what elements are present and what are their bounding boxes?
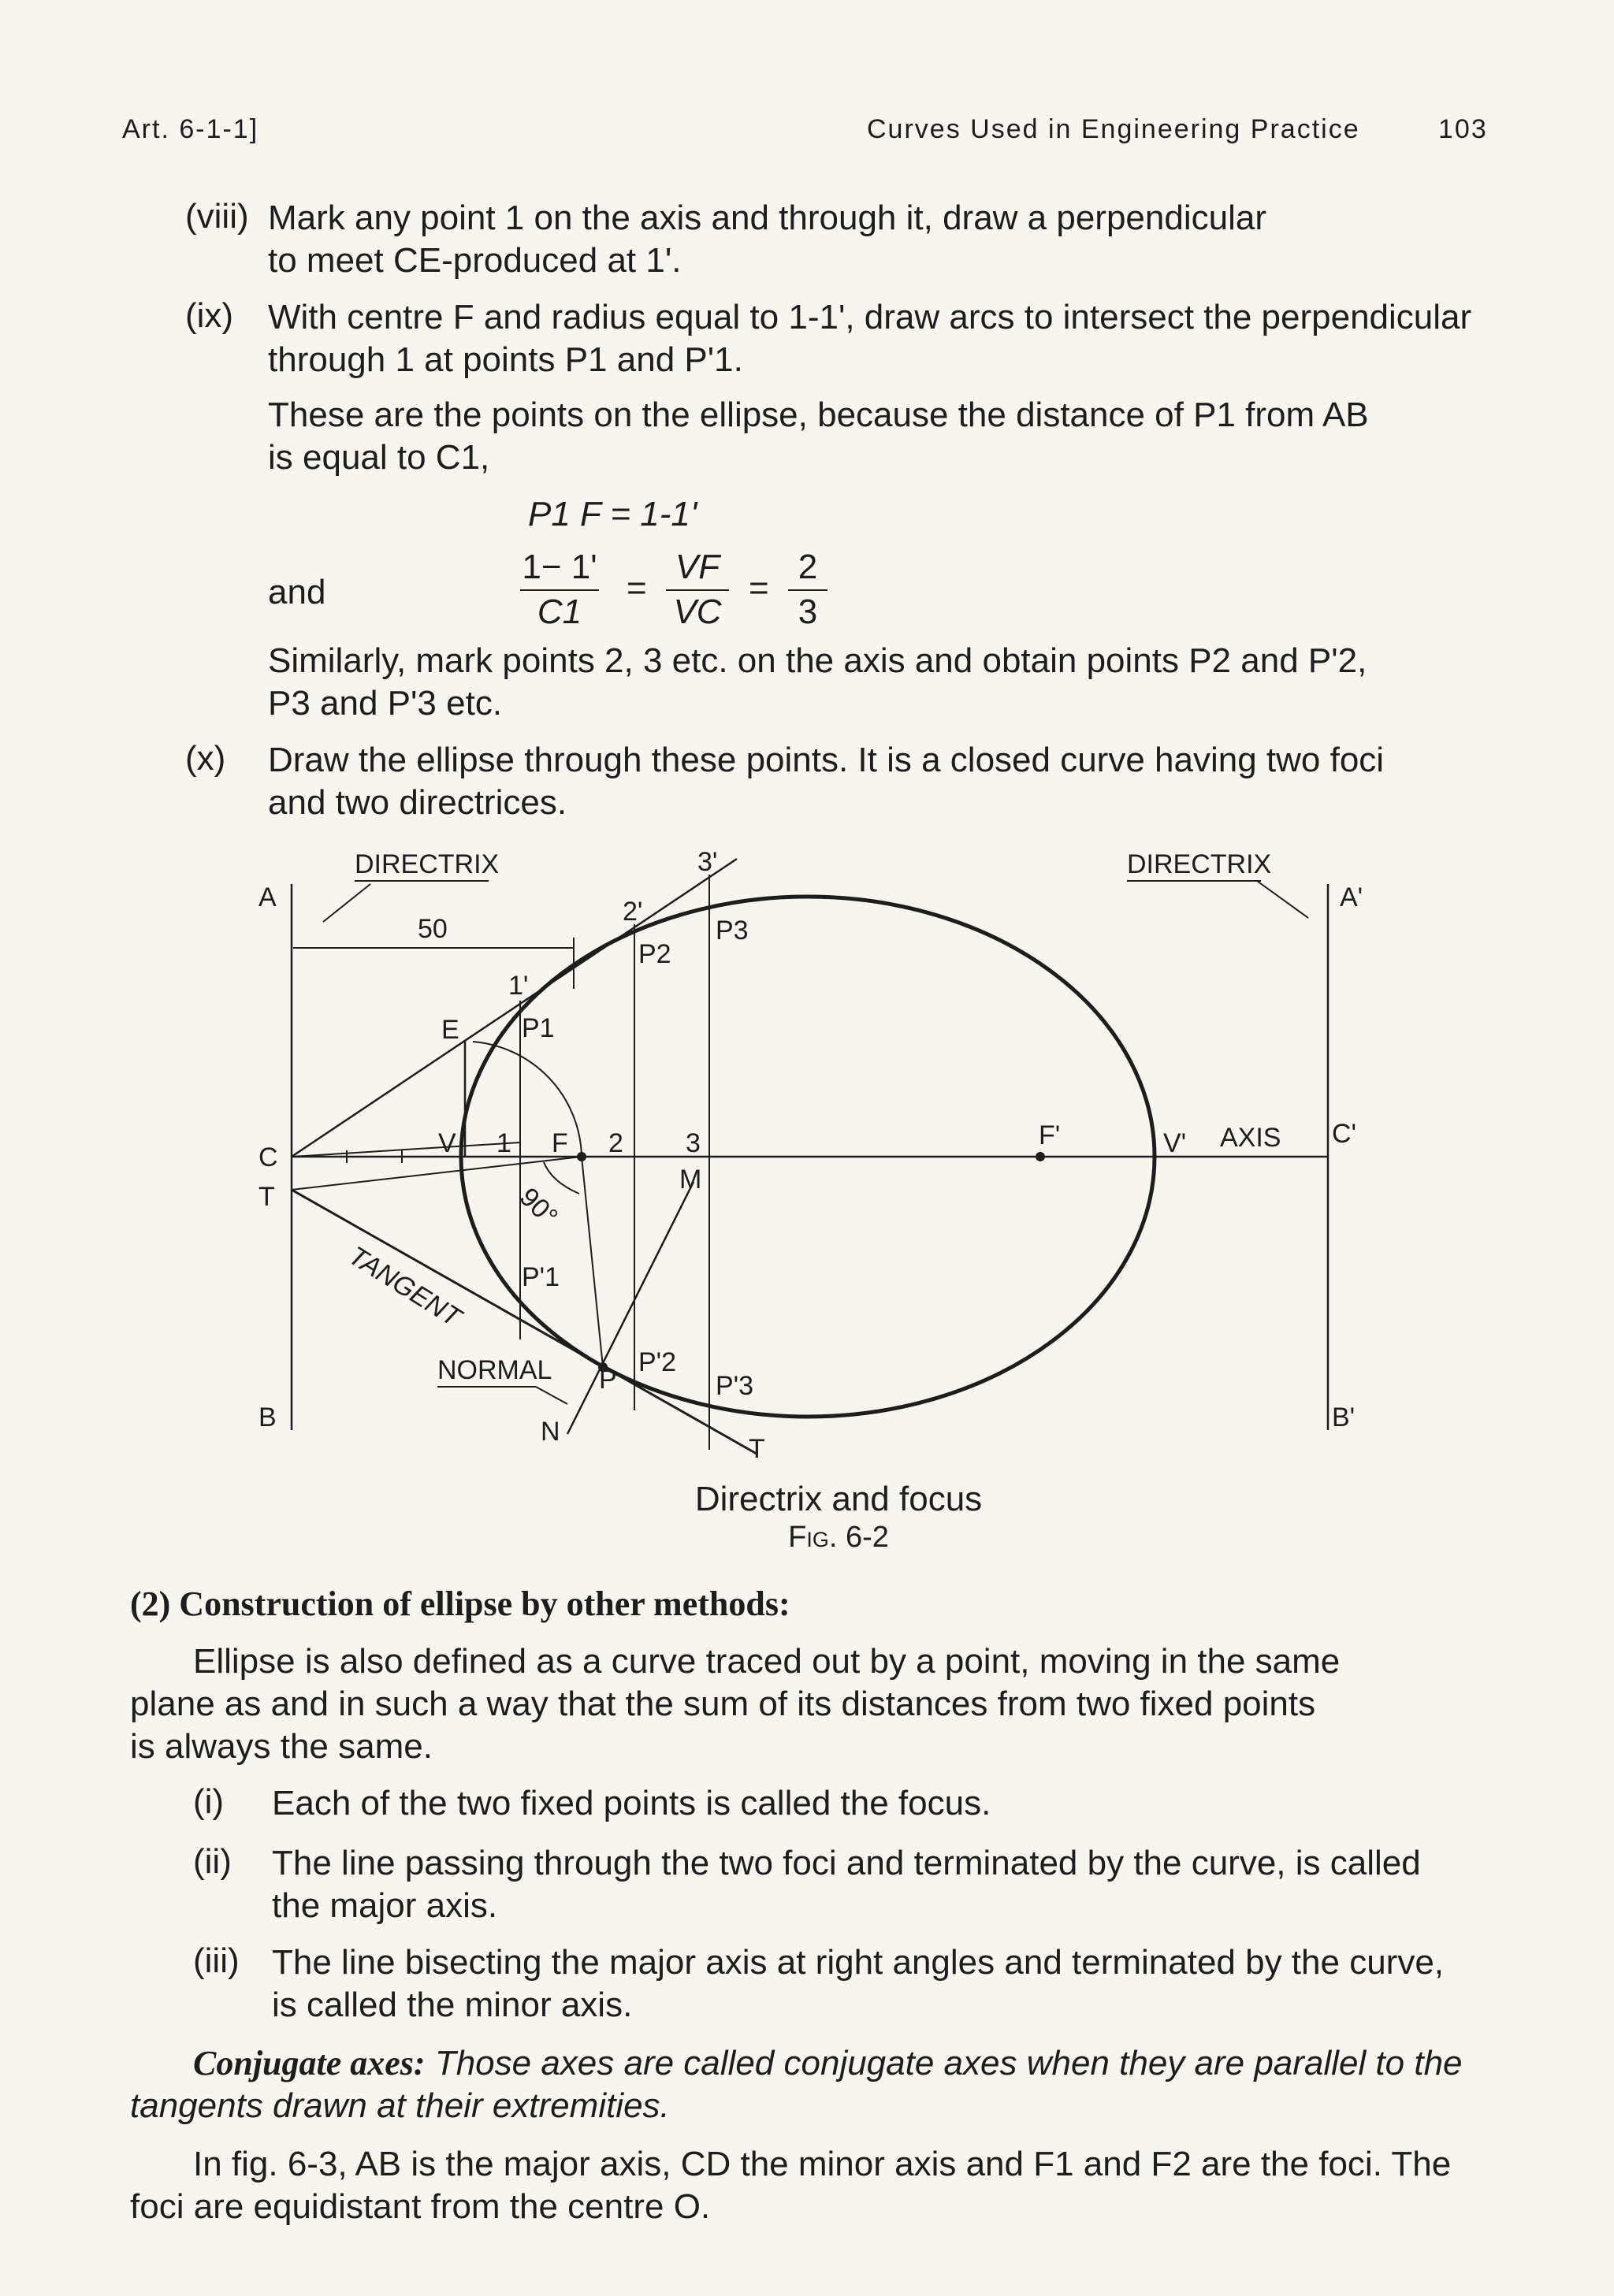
normal-leader — [536, 1387, 567, 1404]
label-point-2: 2 — [608, 1128, 623, 1158]
right-angle-mark — [544, 1162, 579, 1194]
item-iii-line2: is called the minor axis. — [272, 1986, 633, 2024]
and-word: and — [268, 573, 326, 611]
fraction1-bar — [520, 589, 599, 591]
line-fp — [582, 1157, 603, 1367]
label-a: A — [258, 882, 277, 912]
page-number: 103 — [1438, 114, 1488, 144]
similarly-line2: P3 and P'3 etc. — [268, 684, 503, 723]
explanation-line2: is equal to C1, — [268, 438, 490, 477]
label-e: E — [441, 1015, 459, 1045]
label-t-bottom: T — [749, 1434, 765, 1464]
conjugate-axes-line1 — [193, 2042, 1509, 2085]
fraction3-denominator: 3 — [798, 593, 818, 631]
item-ii-line1: The line passing through the two foci and terminated by the curve, is called — [272, 1844, 1421, 1882]
label-p: P — [599, 1365, 617, 1395]
item-i-line1: Each of the two fixed points is called the focus. — [272, 1784, 991, 1822]
equals-sign-2: = — [749, 569, 769, 607]
label-v-prime: V' — [1163, 1128, 1187, 1158]
fraction3-numerator: 2 — [798, 548, 818, 586]
explanation-line1: These are the points on the ellipse, because the distance of P1 from AB — [268, 396, 1369, 434]
label-c: C — [258, 1142, 278, 1172]
fraction2-numerator: VF — [675, 548, 720, 586]
item-number-iii: (iii) — [193, 1941, 240, 1980]
item-number-ii: (ii) — [193, 1842, 232, 1881]
similarly-line1: Similarly, mark points 2, 3 etc. on the axis and obtain points P2 and P'2, — [268, 641, 1367, 680]
label-p1-prime: P'1 — [522, 1262, 560, 1292]
label-axis: AXIS — [1220, 1123, 1281, 1153]
section-para-line1: Ellipse is also defined as a curve traced out by a point, moving in the same — [193, 1642, 1341, 1681]
label-c-prime: C' — [1332, 1119, 1357, 1149]
directrix-leader-left — [323, 884, 370, 922]
directrix-leader-right — [1257, 881, 1308, 918]
label-p3: P3 — [716, 916, 749, 946]
step-viii-line2: to meet CE-produced at 1'. — [268, 241, 682, 280]
line-ce-produced — [292, 859, 737, 1157]
figure-caption: Directrix and focus — [694, 1480, 983, 1518]
fraction2-bar — [666, 589, 729, 591]
construction-line — [292, 1142, 520, 1157]
step-number-viii: (viii) — [185, 197, 249, 236]
step-x-line1: Draw the ellipse through these points. It is a closed curve having two foci — [268, 741, 1385, 779]
label-f-prime: F' — [1039, 1120, 1061, 1150]
label-f: F — [552, 1128, 568, 1158]
fraction1-denominator: C1 — [537, 593, 582, 631]
label-p2: P2 — [638, 939, 671, 969]
label-point-3-prime: 3' — [697, 847, 718, 877]
step-number-x: (x) — [185, 739, 226, 778]
fraction3-bar — [788, 589, 827, 591]
fraction2-denominator: VC — [673, 593, 722, 631]
label-directrix-left: DIRECTRIX — [355, 849, 500, 879]
label-tangent: TANGENT — [343, 1240, 467, 1333]
step-ix-line1: With centre F and radius equal to 1-1', draw arcs to intersect the perpendicular — [268, 298, 1472, 336]
label-v: V — [438, 1128, 456, 1158]
label-a-prime: A' — [1340, 882, 1363, 912]
label-point-1-prime: 1' — [508, 971, 529, 1001]
label-dimension-50: 50 — [418, 914, 448, 944]
fraction1-numerator: 1− 1' — [522, 548, 597, 586]
focus-point-f-prime — [1036, 1152, 1045, 1161]
final-para-line2: foci are equidistant from the centre O. — [130, 2187, 711, 2226]
item-ii-line2: the major axis. — [272, 1886, 498, 1925]
figure-number: Fig. 6-2 — [788, 1521, 889, 1554]
label-b-prime: B' — [1332, 1402, 1356, 1432]
label-p1: P1 — [522, 1013, 555, 1043]
label-n: N — [541, 1417, 560, 1447]
label-directrix-right: DIRECTRIX — [1127, 849, 1272, 879]
section-para-line2: plane as and in such a way that the sum of its distances from two fixed points — [130, 1685, 1316, 1723]
conjugate-axes-label: Conjugate axes: — [193, 2044, 426, 2082]
article-reference: Art. 6-1-1] — [122, 114, 259, 144]
item-iii-line1: The line bisecting the major axis at right angles and terminated by the curve, — [272, 1943, 1445, 1982]
equation-p1f: P1 F = 1-1' — [528, 495, 697, 533]
label-p3-prime: P'3 — [716, 1371, 754, 1401]
label-angle-90: 90° — [513, 1182, 563, 1232]
ellipse-directrix-focus-figure — [0, 835, 1614, 1560]
equals-sign-1: = — [627, 569, 647, 607]
label-point-3: 3 — [686, 1128, 701, 1158]
focus-point-f — [577, 1152, 586, 1161]
section-heading: (2) Construction of ellipse by other methods: — [130, 1585, 790, 1623]
tangent-line — [292, 1190, 757, 1454]
section-para-line3: is always the same. — [130, 1727, 433, 1766]
label-normal: NORMAL — [437, 1355, 552, 1385]
label-m: M — [679, 1165, 702, 1194]
item-number-i: (i) — [193, 1782, 225, 1821]
conjugate-axes-line2: tangents drawn at their extremities. — [130, 2086, 670, 2125]
label-p2-prime: P'2 — [638, 1347, 677, 1377]
step-ix-line2: through 1 at points P1 and P'1. — [268, 340, 743, 379]
final-para-line1: In fig. 6-3, AB is the major axis, CD the minor axis and F1 and F2 are the foci. The — [193, 2145, 1452, 2183]
step-viii-line1: Mark any point 1 on the axis and through it, draw a perpendicular — [268, 199, 1266, 237]
label-b: B — [258, 1402, 277, 1432]
running-title: Curves Used in Engineering Practice — [867, 114, 1360, 144]
step-number-ix: (ix) — [185, 296, 234, 335]
conjugate-axes-text: Those axes are called conjugate axes when they are parallel to the — [434, 2044, 1463, 2082]
step-x-line2: and two directrices. — [268, 783, 567, 822]
label-point-2-prime: 2' — [623, 897, 643, 927]
label-point-1: 1 — [496, 1128, 511, 1158]
label-t-left: T — [258, 1182, 275, 1212]
